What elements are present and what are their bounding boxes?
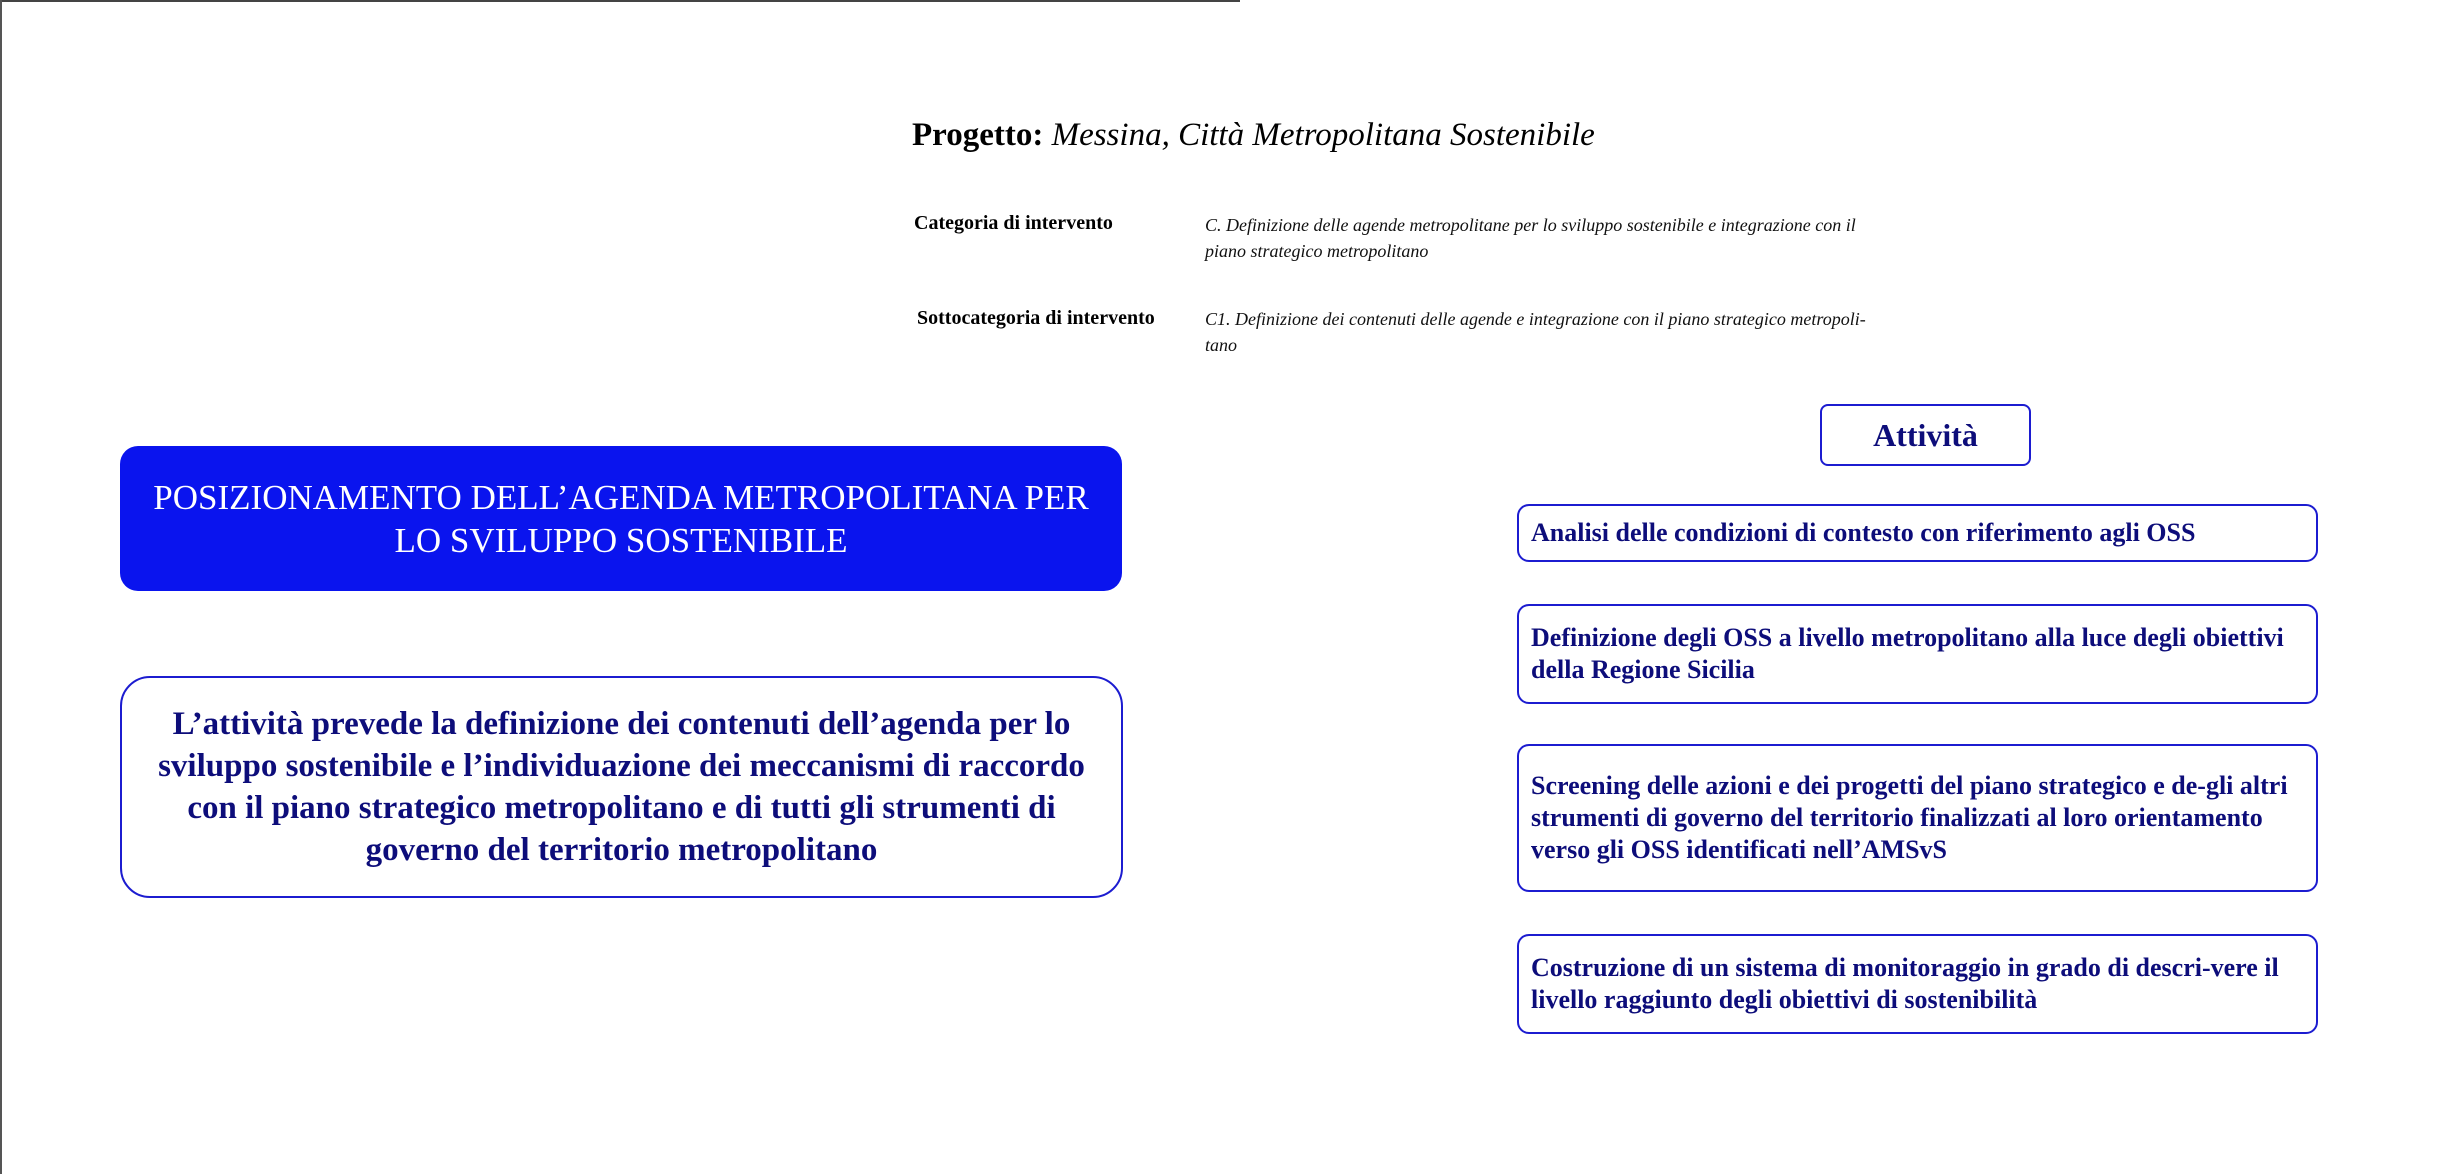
- headline-banner: [120, 446, 1122, 591]
- activity-item: [1517, 934, 2318, 1034]
- activity-item: [1517, 744, 2318, 892]
- activity-item: [1517, 504, 2318, 562]
- description-text: L’attività prevede la definizione dei contenuti dell’agenda per lo sviluppo sostenibile e l’individuazione dei meccanismi di raccordo con il piano strategico metropolitano e di tutti gli strumenti di governo del territorio metropolitano: [158, 706, 1085, 868]
- left-border-line: [0, 0, 2, 1174]
- activity-item-text: Costruzione di un sistema di monitoraggio in grado di descri-vere il livello raggiunto degli obiettivi di sostenibilità: [1531, 953, 2279, 1014]
- headline-text: POSIZIONAMENTO DELL’AGENDA METROPOLITANA PER LO SVILUPPO SOSTENIBILE: [153, 477, 1089, 560]
- top-border-line: [0, 0, 1240, 2]
- activities-title: Attività: [1873, 416, 1978, 453]
- category-value: C. Definizione delle agende metropolitane per lo sviluppo sostenibile e integrazione con il piano strategico metropolitano: [1205, 215, 1856, 261]
- project-name: Messina, Città Metropolitana Sostenibile: [1051, 117, 1595, 153]
- activity-item-text: Definizione degli OSS a livello metropolitano alla luce degli obiettivi della Regione Sicilia: [1531, 623, 2284, 684]
- description-box: [120, 676, 1123, 898]
- project-label: Progetto:: [912, 117, 1044, 153]
- subcategory-value: C1. Definizione dei contenuti delle agende e integrazione con il piano strategico metropoli-tano: [1205, 309, 1866, 355]
- activity-item-text: Screening delle azioni e dei progetti del piano strategico e de-gli altri strumenti di governo del territorio finalizzati al loro orientamento verso gli OSS identificati nell’AMSvS: [1531, 771, 2288, 864]
- activity-item: [1517, 604, 2318, 704]
- category-label: Categoria di intervento: [914, 212, 1113, 234]
- activity-item-text: Analisi delle condizioni di contesto con riferimento agli OSS: [1531, 518, 2196, 547]
- project-title: [912, 117, 1595, 154]
- activities-title-box: [1820, 404, 2031, 466]
- subcategory-label: Sottocategoria di intervento: [917, 307, 1155, 329]
